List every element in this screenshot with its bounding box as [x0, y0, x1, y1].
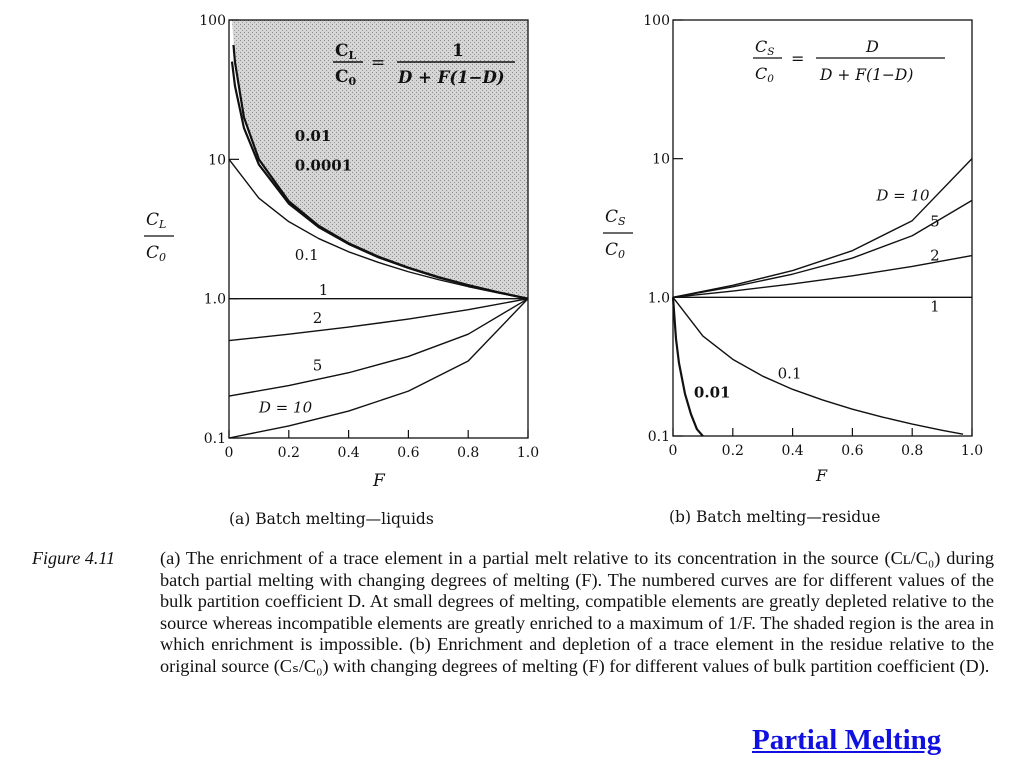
y-tick-label: 1.0 — [203, 291, 226, 308]
y-tick-label: 10 — [208, 152, 226, 169]
y-tick-label: 100 — [643, 13, 670, 29]
eq-equals: = — [791, 49, 805, 68]
eq-lhs-num: CL — [335, 41, 357, 62]
figure-caption-label: Figure 4.11 — [32, 548, 115, 568]
x-tick-label: 0.2 — [277, 445, 300, 461]
series-label: 1 — [318, 281, 329, 300]
series-label: 1 — [930, 297, 940, 316]
x-tick-label: 0.4 — [781, 443, 804, 459]
y-tick-label: 100 — [199, 13, 226, 29]
series-label: 0.1 — [294, 245, 319, 264]
ylabel-den: C0 — [146, 243, 167, 264]
chart-panel-liquids — [144, 13, 539, 528]
y-tick-label: 0.1 — [203, 431, 226, 447]
series-label: 5 — [312, 356, 323, 375]
eq-rhs-den: D + F(1−D) — [398, 68, 505, 87]
x-tick-label: 0.8 — [457, 445, 480, 461]
eq-rhs-den: D + F(1−D) — [820, 66, 914, 84]
ylabel-num: CS — [605, 207, 626, 228]
xlabel-liquids: F — [373, 471, 385, 491]
series-line-5 — [229, 299, 528, 396]
series-label: D = 10 — [876, 186, 930, 205]
x-tick-label: 0 — [224, 445, 234, 461]
eq-lhs-den: C0 — [755, 64, 774, 85]
ylabel-residue — [603, 207, 633, 261]
equation-residue — [753, 37, 945, 85]
series-label: 0.01 — [693, 383, 731, 402]
series-label: 0.0001 — [294, 156, 353, 175]
series-line-2 — [673, 256, 972, 298]
series-line-0.1 — [673, 297, 963, 434]
series-line-D10 — [229, 299, 528, 438]
eq-rhs-num: 1 — [452, 41, 464, 61]
series-label: 0.1 — [777, 364, 802, 383]
chart-panel-residue — [603, 13, 983, 526]
eq-lhs-num: CS — [755, 37, 775, 58]
eq-equals: = — [371, 53, 386, 73]
series-label: D = 10 — [258, 398, 313, 417]
panel-title-residue: (b) Batch melting—residue — [669, 508, 881, 526]
partial-melting-link[interactable]: Partial Melting — [752, 724, 942, 756]
x-tick-label: 0.6 — [841, 443, 864, 459]
series-line-5 — [673, 200, 972, 297]
y-tick-label: 0.1 — [647, 429, 670, 445]
series-line-D10 — [673, 159, 972, 298]
x-tick-label: 1.0 — [516, 445, 540, 461]
series-label: 5 — [930, 212, 940, 231]
ylabel-liquids — [144, 210, 174, 264]
series-line-0.01 — [673, 297, 703, 436]
ylabel-num: CL — [146, 210, 167, 231]
series-line-2 — [229, 299, 528, 341]
x-tick-label: 0 — [668, 443, 678, 459]
series-label: 0.01 — [294, 127, 332, 146]
series-label: 2 — [312, 308, 323, 327]
panel-title-liquids: (a) Batch melting—liquids — [229, 510, 434, 528]
x-tick-label: 0.8 — [901, 443, 924, 459]
figure-caption-text: (a) The enrichment of a trace element in a partial melt relative to its concentration in the source (Cʟ/C₀) during batch partial melting with changing degrees of melting (F). The numbered curves are for different values of the bulk partition coefficient D. At small degrees of melting, compatible elements are greatly depleted relative to the source whereas incompatible elements are greatly enriched to a maximum of 1/F. The shaded region is the area in which enrichment is impossible. (b) Enrichment and depletion of a trace element in the residue relative to the original source (Cₛ/C₀) with changing degrees of melting (F) for different values of bulk partition coefficient (D). — [160, 548, 994, 676]
y-tick-label: 1.0 — [647, 290, 670, 307]
xlabel-residue: F — [816, 466, 828, 485]
x-tick-label: 0.6 — [397, 445, 420, 461]
y-tick-label: 10 — [652, 151, 670, 168]
curve-labels-residue — [694, 186, 940, 401]
ylabel-den: C0 — [605, 240, 626, 261]
eq-rhs-num: D — [866, 37, 879, 56]
series-label: 2 — [930, 246, 940, 265]
x-tick-label: 0.4 — [337, 445, 360, 461]
x-tick-label: 1.0 — [960, 443, 984, 459]
x-tick-label: 0.2 — [721, 443, 744, 459]
eq-lhs-den: C0 — [335, 67, 357, 88]
